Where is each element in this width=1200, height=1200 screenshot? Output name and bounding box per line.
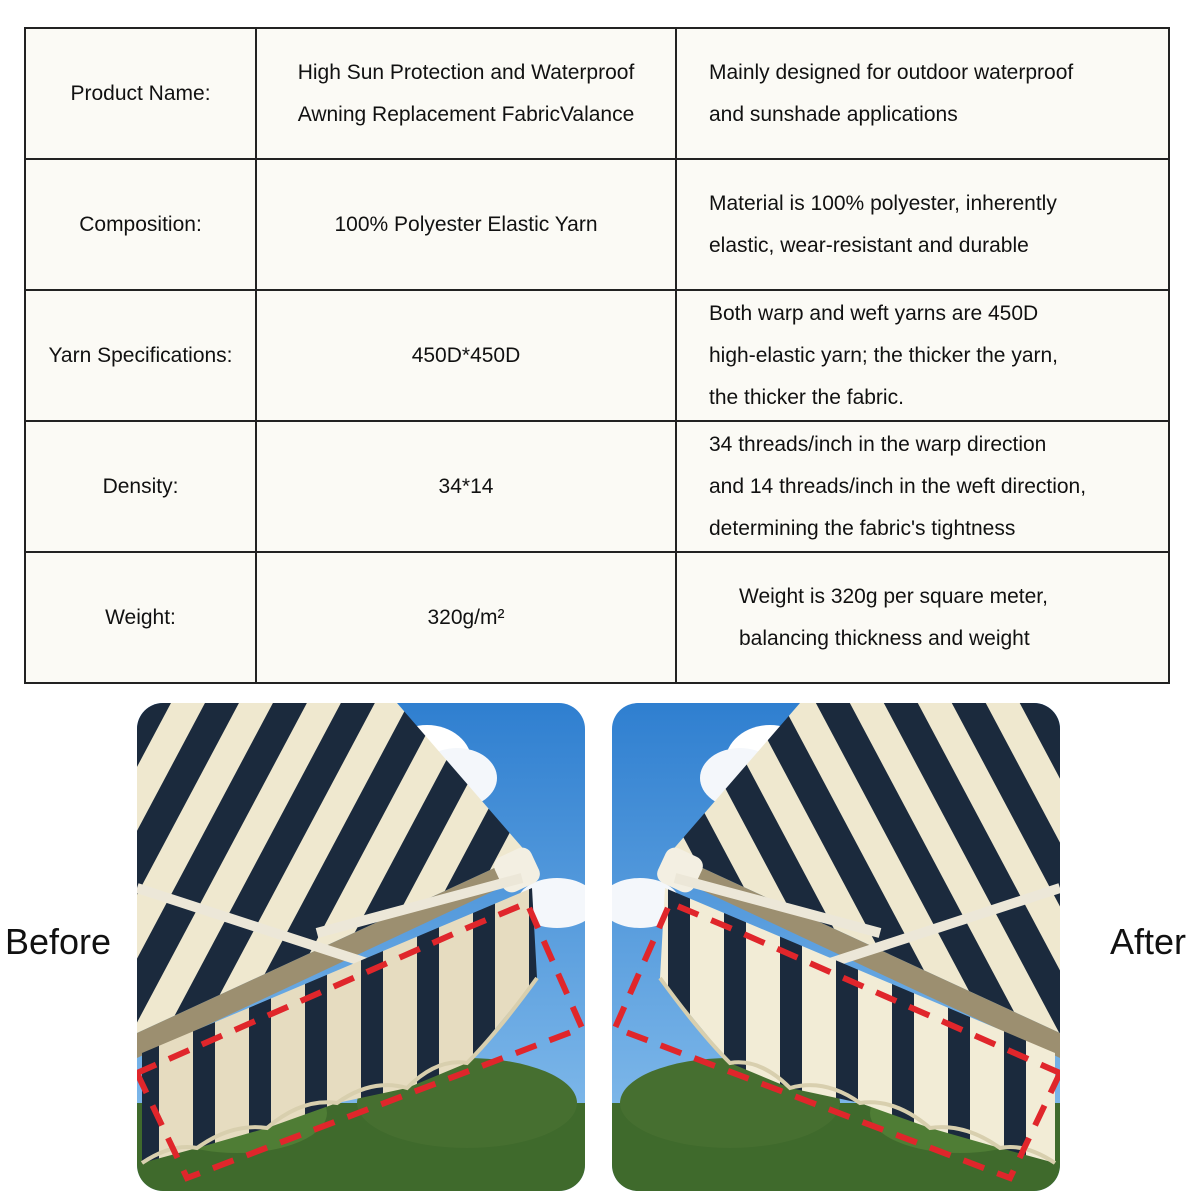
spec-row-yarn-specifications	[25, 290, 1169, 421]
row-description	[676, 159, 1169, 290]
desc-line: and sunshade applications	[709, 102, 958, 126]
row-description	[676, 552, 1169, 683]
desc-line: determining the fabric's tightness	[709, 516, 1016, 540]
row-description	[676, 28, 1169, 159]
row-value	[256, 421, 676, 552]
desc-line: high-elastic yarn; the thicker the yarn,	[709, 343, 1059, 367]
desc-line: and 14 threads/inch in the weft direction,	[709, 474, 1087, 498]
value-line: Awning Replacement FabricValance	[297, 102, 635, 126]
desc-line: balancing thickness and weight	[739, 626, 1030, 650]
row-description	[676, 290, 1169, 421]
spec-row-density	[25, 421, 1169, 552]
desc-line: elastic, wear-resistant and durable	[709, 233, 1029, 257]
value-line: 34*14	[438, 474, 494, 498]
spec-table	[24, 27, 1170, 684]
after-awning-illustration	[612, 703, 1060, 1191]
desc-line: Material is 100% polyester, inherently	[709, 191, 1057, 215]
row-value	[256, 159, 676, 290]
desc-line: 34 threads/inch in the warp direction	[709, 432, 1047, 456]
row-value	[256, 290, 676, 421]
row-label: Yarn Specifications:	[25, 290, 256, 421]
after-photo	[612, 703, 1060, 1191]
spec-row-product-name	[25, 28, 1169, 159]
after-label: After	[1110, 921, 1187, 962]
row-label: Composition:	[25, 159, 256, 290]
desc-line: Both warp and weft yarns are 450D	[709, 301, 1039, 325]
value-line: 450D*450D	[411, 343, 521, 367]
row-value	[256, 28, 676, 159]
value-line: High Sun Protection and Waterproof	[297, 60, 635, 84]
spec-row-composition	[25, 159, 1169, 290]
row-label: Density:	[25, 421, 256, 552]
row-label: Product Name:	[25, 28, 256, 159]
value-line: 320g/m²	[427, 605, 505, 629]
spec-row-weight	[25, 552, 1169, 683]
desc-line: the thicker the fabric.	[709, 385, 904, 409]
value-line: 100% Polyester Elastic Yarn	[334, 212, 598, 236]
desc-line: Mainly designed for outdoor waterproof	[709, 60, 1074, 84]
row-description	[676, 421, 1169, 552]
row-label: Weight:	[25, 552, 256, 683]
desc-line: Weight is 320g per square meter,	[739, 584, 1048, 608]
row-value	[256, 552, 676, 683]
before-awning-illustration	[137, 703, 585, 1191]
before-label: Before	[5, 921, 112, 962]
before-photo	[137, 703, 585, 1191]
